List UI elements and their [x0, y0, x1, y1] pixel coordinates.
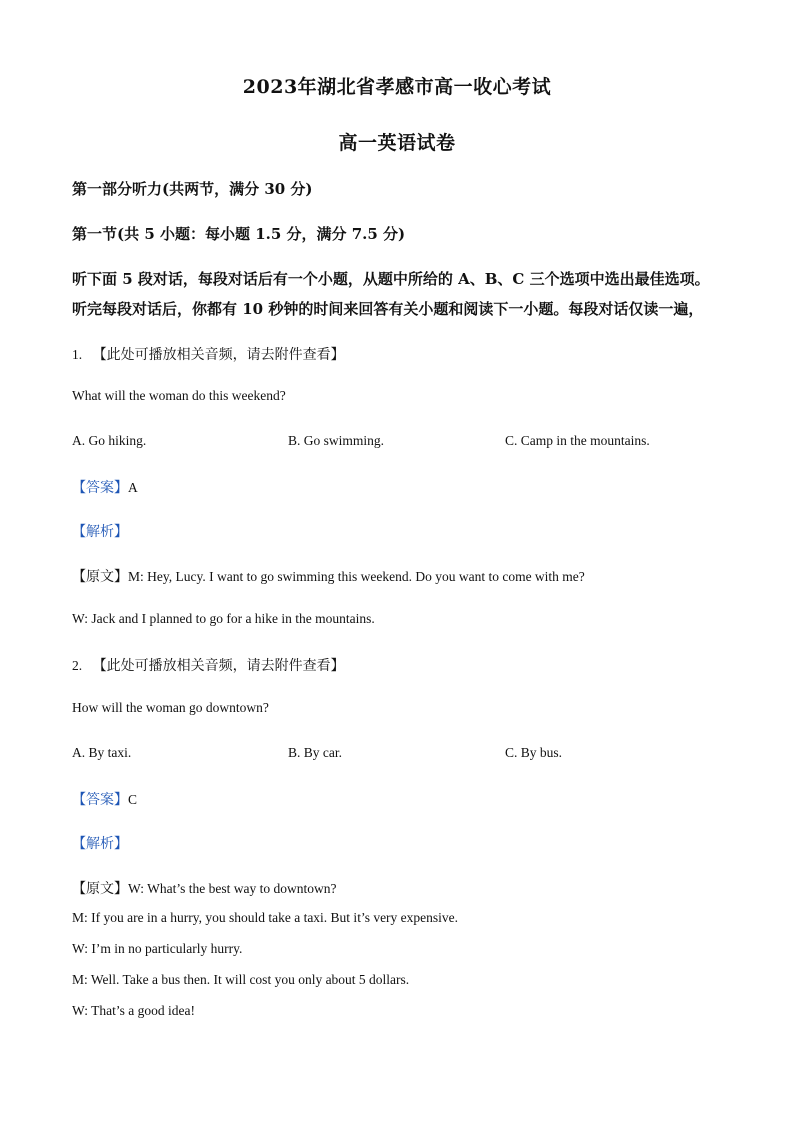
transcript-text: M: Hey, Lucy. I want to go swimming this weekend. Do you want to come with me? — [128, 569, 585, 584]
audio-note[interactable]: 【此处可播放相关音频，请去附件查看】 — [92, 347, 345, 363]
question-1-option-b: B. Go swimming. — [288, 433, 385, 448]
question-2-transcript-line-4: M: Well. Take a bus then. It will cost you only about 5 dollars. — [72, 972, 410, 987]
question-1-option-a: A. Go hiking. — [72, 433, 147, 448]
part-heading: 第一部分听力(共两节，满分 30 分) — [72, 180, 313, 198]
question-number: 1. — [72, 347, 83, 362]
question-2-transcript-line-5: W: That’s a good idea! — [72, 1003, 195, 1018]
question-1-transcript-line-2: W: Jack and I planned to go for a hike in the mountains. — [72, 611, 375, 626]
question-2-transcript-line-2: M: If you are in a hurry, you should take a taxi. But it’s very expensive. — [72, 910, 459, 925]
exam-title: 2023年湖北省孝感市高一收心考试 — [242, 76, 552, 98]
answer-tag: 【答案】 — [72, 792, 128, 808]
exam-subtitle: 高一英语试卷 — [338, 132, 456, 154]
source-tag: 【原文】 — [72, 569, 128, 585]
answer-value: A — [128, 480, 138, 495]
question-1-header — [72, 344, 345, 364]
question-2-header — [72, 655, 345, 675]
question-2-analysis-tag: 【解析】 — [72, 836, 128, 852]
answer-value: C — [128, 792, 138, 807]
question-1-answer — [72, 477, 138, 497]
question-2-option-c: C. By bus. — [505, 745, 563, 760]
instruction-line-1: 听下面 5 段对话，每段对话后有一个小题，从题中所给的 A、B、C 三个选项中选出最佳选项。 — [72, 270, 710, 288]
question-2-transcript-line — [72, 878, 336, 898]
transcript-text: W: What’s the best way to downtown? — [128, 881, 337, 896]
question-1-transcript-line — [72, 566, 585, 586]
question-1-stem: What will the woman do this weekend? — [72, 388, 286, 403]
question-2-stem: How will the woman go downtown? — [72, 700, 269, 715]
source-tag: 【原文】 — [72, 881, 128, 897]
subsection-heading: 第一节(共 5 小题：每小题 1.5 分，满分 7.5 分) — [72, 225, 406, 243]
audio-note[interactable]: 【此处可播放相关音频，请去附件查看】 — [92, 658, 345, 674]
question-2-option-b: B. By car. — [288, 745, 342, 760]
question-2-answer — [72, 789, 137, 809]
instruction-line-2: 听完每段对话后，你都有 10 秒钟的时间来回答有关小题和阅读下一小题。每段对话仅读一遍， — [72, 300, 704, 318]
question-1-option-c: C. Camp in the mountains. — [505, 433, 650, 448]
question-2-transcript-line-3: W: I’m in no particularly hurry. — [72, 941, 243, 956]
answer-tag: 【答案】 — [72, 480, 128, 496]
question-1-analysis-tag: 【解析】 — [72, 524, 128, 540]
question-number: 2. — [72, 658, 83, 673]
question-2-option-a: A. By taxi. — [72, 745, 132, 760]
